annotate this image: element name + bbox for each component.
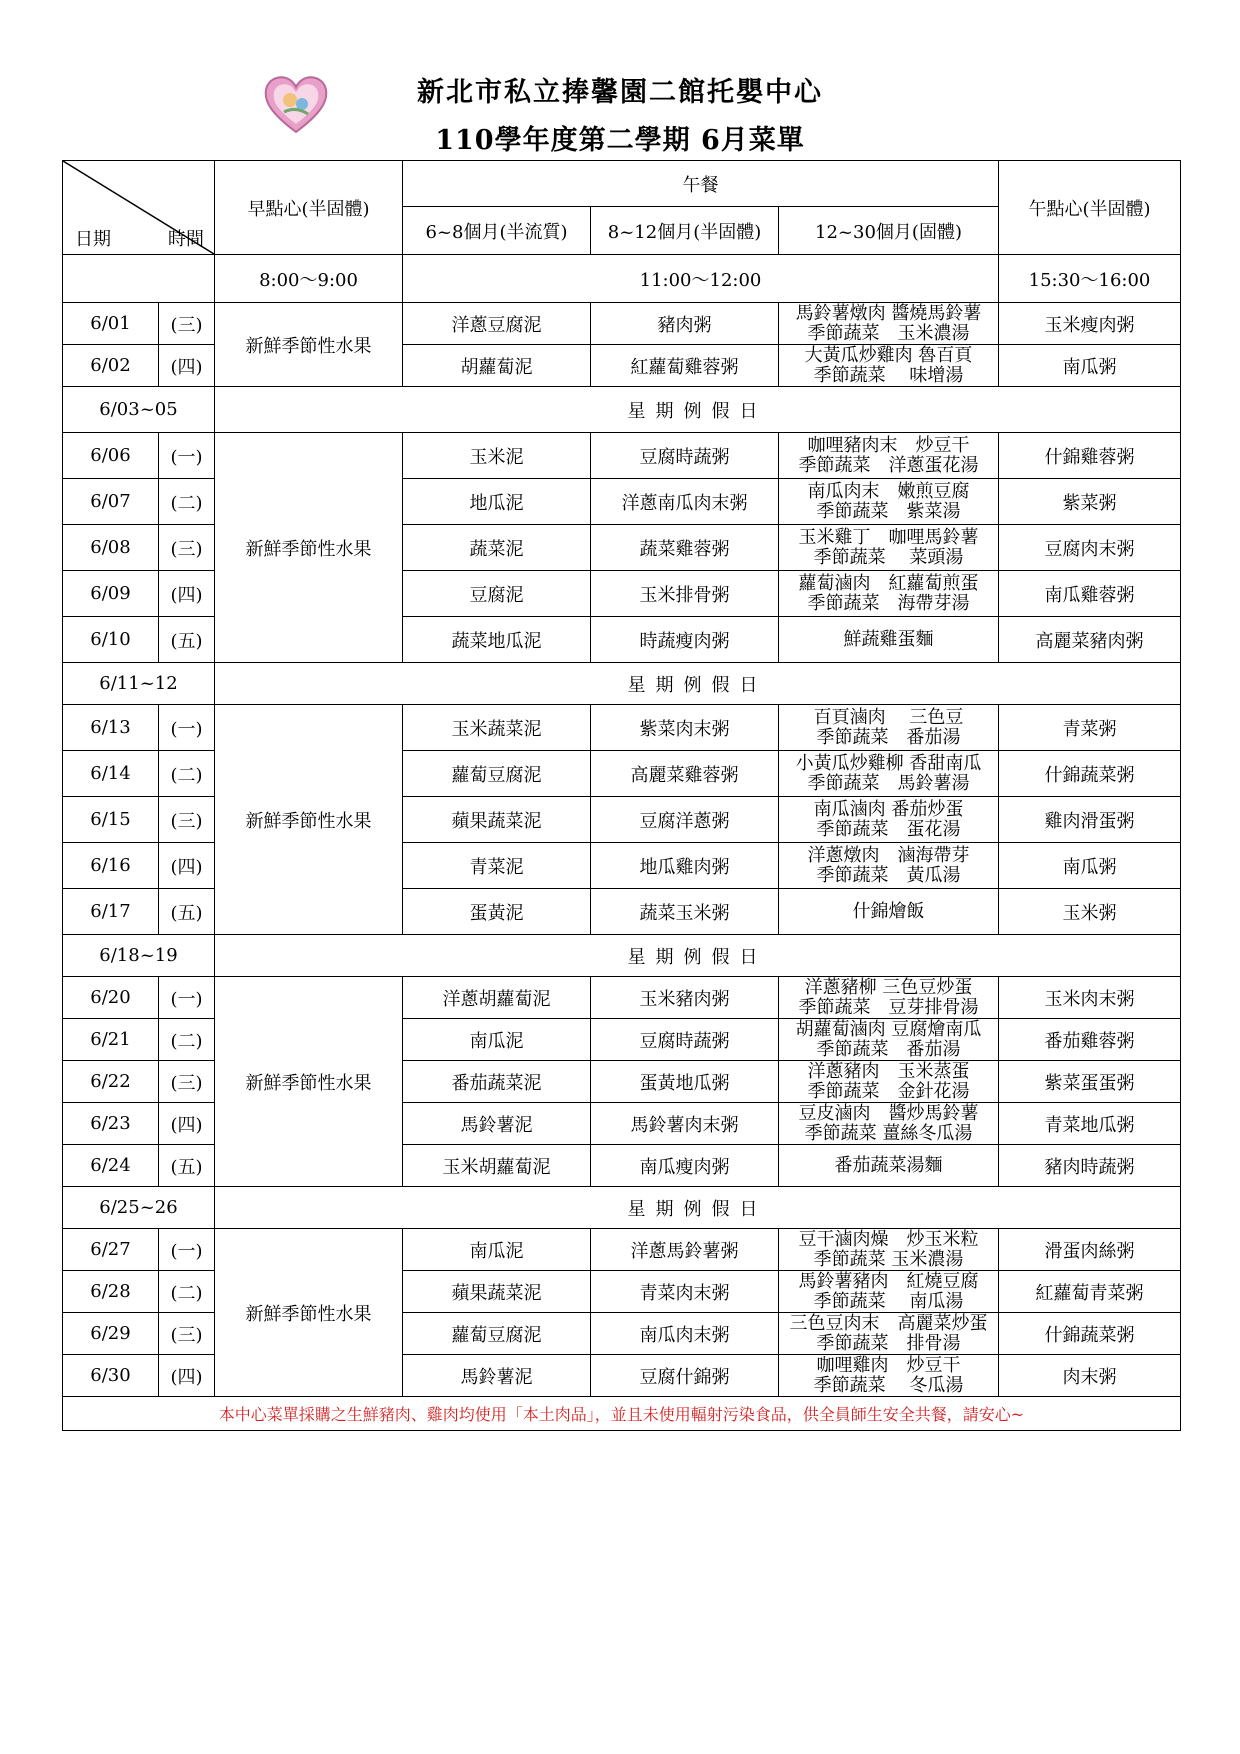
lunch-12-30: [779, 1271, 999, 1313]
lunch-8-12: 高麗菜雞蓉粥: [591, 751, 779, 797]
breakfast-fruit: 新鮮季節性水果: [215, 303, 403, 387]
lunch-8-12: 青菜肉末粥: [591, 1271, 779, 1313]
day-weekday: (一): [159, 705, 215, 751]
lunch-12-30-line2: 季節蔬菜 金針花湯: [807, 1080, 970, 1102]
lunch-8-12: 地瓜雞肉粥: [591, 843, 779, 889]
lunch-8-12: 洋蔥南瓜肉末粥: [591, 479, 779, 525]
day-weekday: (二): [159, 1271, 215, 1313]
lunch-6-8: 蛋黃泥: [403, 889, 591, 935]
afternoon-snack: 青菜地瓜粥: [999, 1103, 1181, 1145]
lunch-12-30: [779, 1229, 999, 1271]
lunch-12-30-line1: 什錦燴飯: [852, 900, 925, 922]
afternoon-snack: 南瓜雞蓉粥: [999, 571, 1181, 617]
day-row: [63, 977, 1181, 1019]
day-date: 6/08: [63, 525, 159, 571]
day-weekday: (五): [159, 617, 215, 663]
lunch-6-8: 洋蔥胡蘿蔔泥: [403, 977, 591, 1019]
lunch-12-30-line2: 季節蔬菜 紫菜湯: [816, 500, 961, 522]
lunch-6-8: 蔬菜泥: [403, 525, 591, 571]
lunch-12-30-line1: 洋蔥豬肉 玉米蒸蛋: [807, 1060, 970, 1082]
lunch-6-8: 番茄蔬菜泥: [403, 1061, 591, 1103]
day-weekday: (四): [159, 1355, 215, 1397]
day-weekday: (四): [159, 843, 215, 889]
lunch-8-12: 豆腐時蔬粥: [591, 1019, 779, 1061]
lunch-12-30-line2: 季節蔬菜 菜頭湯: [813, 546, 964, 568]
lunch-12-30-line1: 馬鈴薯豬肉 紅燒豆腐: [798, 1270, 979, 1292]
lunch-8-12: 豬肉粥: [591, 303, 779, 345]
breakfast-header: 早點心(半固體): [215, 161, 403, 255]
day-weekday: (二): [159, 1019, 215, 1061]
day-date: 6/16: [63, 843, 159, 889]
lunch-12-30-line1: 大黃瓜炒雞肉 魯百頁: [804, 344, 973, 366]
lunch-12-30: [779, 1103, 999, 1145]
lunch-6-8: 洋蔥豆腐泥: [403, 303, 591, 345]
day-weekday: (五): [159, 889, 215, 935]
lunch-header: 午餐: [403, 161, 999, 207]
lunch-6-8: 蘋果蔬菜泥: [403, 1271, 591, 1313]
holiday-label: 星期例假日: [215, 1187, 1181, 1229]
lunch-8-12: 玉米豬肉粥: [591, 977, 779, 1019]
afternoon-snack: 玉米肉末粥: [999, 977, 1181, 1019]
day-date: 6/23: [63, 1103, 159, 1145]
day-date: 6/09: [63, 571, 159, 617]
day-date: 6/30: [63, 1355, 159, 1397]
day-weekday: (一): [159, 1229, 215, 1271]
corner-time-label: 時間: [168, 229, 204, 250]
afternoon-snack: 南瓜粥: [999, 345, 1181, 387]
afternoon-time: 15:30～16:00: [999, 255, 1181, 303]
lunch-12-30-line2: 季節蔬菜 薑絲冬瓜湯: [804, 1122, 973, 1144]
day-weekday: (一): [159, 977, 215, 1019]
page-title: 新北市私立捧馨園二館托嬰中心: [417, 77, 823, 108]
lunch-6-8: 青菜泥: [403, 843, 591, 889]
lunch-12-30-line1: 胡蘿蔔滷肉 豆腐燴南瓜: [795, 1018, 982, 1040]
menu-table: [62, 160, 1181, 1431]
lunch-12-30-line1: 番茄蔬菜湯麵: [834, 1154, 943, 1176]
lunch-12-30-line2: 季節蔬菜 冬瓜湯: [813, 1374, 964, 1396]
lunch-12-30: [779, 705, 999, 751]
lunch-8-12: 洋蔥馬鈴薯粥: [591, 1229, 779, 1271]
day-date: 6/06: [63, 433, 159, 479]
day-row: [63, 705, 1181, 751]
breakfast-fruit: 新鮮季節性水果: [215, 433, 403, 663]
lunch-12-30-line2: 季節蔬菜 番茄湯: [816, 1038, 961, 1060]
lunch-12-30: [779, 889, 999, 935]
lunch-6-8: 玉米蔬菜泥: [403, 705, 591, 751]
lunch-time: 11:00～12:00: [403, 255, 999, 303]
lunch-12-30-line2: 季節蔬菜 味增湯: [813, 364, 964, 386]
afternoon-snack: 紅蘿蔔青菜粥: [999, 1271, 1181, 1313]
afternoon-snack: 豆腐肉末粥: [999, 525, 1181, 571]
lunch-12-30: [779, 433, 999, 479]
lunch-12-30-line1: 南瓜滷肉 番茄炒蛋: [813, 798, 964, 820]
afternoon-snack: 滑蛋肉絲粥: [999, 1229, 1181, 1271]
lunch-12-30: [779, 1019, 999, 1061]
holiday-label: 星期例假日: [215, 387, 1181, 433]
afternoon-snack: 肉末粥: [999, 1355, 1181, 1397]
lunch-12-30-line1: 咖哩豬肉末 炒豆干: [807, 434, 970, 456]
lunch-12-30: [779, 843, 999, 889]
lunch-6-8: 蘋果蔬菜泥: [403, 797, 591, 843]
breakfast-time: 8:00～9:00: [215, 255, 403, 303]
lunch-12-30-line2: 季節蔬菜 黃瓜湯: [816, 864, 961, 886]
day-row: [63, 303, 1181, 345]
afternoon-snack: 雞肉滑蛋粥: [999, 797, 1181, 843]
holiday-row: [63, 935, 1181, 977]
lunch-6-8: 馬鈴薯泥: [403, 1355, 591, 1397]
lunch-12-30: [779, 1145, 999, 1187]
afternoon-snack: 高麗菜豬肉粥: [999, 617, 1181, 663]
lunch-12-30-line1: 蘿蔔滷肉 紅蘿蔔煎蛋: [798, 572, 979, 594]
date-time-corner: [63, 161, 215, 255]
day-weekday: (五): [159, 1145, 215, 1187]
lunch-6-8: 地瓜泥: [403, 479, 591, 525]
lunch-sub-6-8: 6~8個月(半流質): [403, 207, 591, 255]
lunch-8-12: 時蔬瘦肉粥: [591, 617, 779, 663]
lunch-12-30-line2: 季節蔬菜 海帶芽湯: [807, 592, 970, 614]
day-weekday: (二): [159, 751, 215, 797]
lunch-8-12: 蔬菜雞蓉粥: [591, 525, 779, 571]
lunch-8-12: 紫菜肉末粥: [591, 705, 779, 751]
afternoon-snack: 玉米粥: [999, 889, 1181, 935]
lunch-12-30: [779, 303, 999, 345]
lunch-8-12: 豆腐時蔬粥: [591, 433, 779, 479]
afternoon-snack: 紫菜蛋蛋粥: [999, 1061, 1181, 1103]
lunch-12-30-line1: 豆干滷肉燥 炒玉米粒: [798, 1228, 979, 1250]
lunch-12-30: [779, 1061, 999, 1103]
breakfast-fruit: 新鮮季節性水果: [215, 977, 403, 1187]
afternoon-snack: 什錦蔬菜粥: [999, 1313, 1181, 1355]
afternoon-snack: 番茄雞蓉粥: [999, 1019, 1181, 1061]
corner-date-label: 日期: [75, 229, 111, 250]
lunch-12-30-line2: 季節蔬菜 豆芽排骨湯: [798, 996, 979, 1018]
holiday-row: [63, 663, 1181, 705]
lunch-6-8: 南瓜泥: [403, 1229, 591, 1271]
holiday-date: 6/03~05: [63, 387, 215, 433]
day-row: [63, 1229, 1181, 1271]
lunch-12-30: [779, 571, 999, 617]
holiday-date: 6/25~26: [63, 1187, 215, 1229]
lunch-6-8: 馬鈴薯泥: [403, 1103, 591, 1145]
lunch-12-30: [779, 977, 999, 1019]
day-date: 6/15: [63, 797, 159, 843]
day-date: 6/17: [63, 889, 159, 935]
lunch-12-30-line2: 季節蔬菜 排骨湯: [816, 1332, 961, 1354]
day-date: 6/22: [63, 1061, 159, 1103]
lunch-8-12: 南瓜瘦肉粥: [591, 1145, 779, 1187]
afternoon-snack: 紫菜粥: [999, 479, 1181, 525]
lunch-12-30-line1: 小黃瓜炒雞柳 香甜南瓜: [795, 752, 982, 774]
holiday-label: 星期例假日: [215, 935, 1181, 977]
lunch-6-8: 蘿蔔豆腐泥: [403, 751, 591, 797]
lunch-12-30-line2: 季節蔬菜 南瓜湯: [813, 1290, 964, 1312]
afternoon-header: 午點心(半固體): [999, 161, 1181, 255]
lunch-12-30-line1: 三色豆肉末 高麗菜炒蛋: [789, 1312, 988, 1334]
lunch-12-30: [779, 525, 999, 571]
lunch-6-8: 胡蘿蔔泥: [403, 345, 591, 387]
lunch-6-8: 豆腐泥: [403, 571, 591, 617]
day-date: 6/29: [63, 1313, 159, 1355]
lunch-12-30: [779, 479, 999, 525]
day-date: 6/01: [63, 303, 159, 345]
lunch-6-8: 蘿蔔豆腐泥: [403, 1313, 591, 1355]
holiday-row: [63, 387, 1181, 433]
day-date: 6/20: [63, 977, 159, 1019]
lunch-8-12: 馬鈴薯肉末粥: [591, 1103, 779, 1145]
day-weekday: (三): [159, 1061, 215, 1103]
lunch-12-30-line1: 馬鈴薯燉肉 醬燒馬鈴薯: [795, 302, 982, 324]
lunch-12-30: [779, 751, 999, 797]
lunch-12-30-line2: 季節蔬菜 馬鈴薯湯: [807, 772, 970, 794]
breakfast-fruit: 新鮮季節性水果: [215, 1229, 403, 1397]
lunch-12-30-line2: 季節蔬菜 洋蔥蛋花湯: [798, 454, 979, 476]
page-subtitle: 110學年度第二學期 6月菜單: [435, 125, 805, 156]
time-row-blank: [63, 255, 215, 303]
holiday-date: 6/18~19: [63, 935, 215, 977]
lunch-12-30: [779, 617, 999, 663]
day-date: 6/21: [63, 1019, 159, 1061]
lunch-8-12: 紅蘿蔔雞蓉粥: [591, 345, 779, 387]
afternoon-snack: 青菜粥: [999, 705, 1181, 751]
day-date: 6/13: [63, 705, 159, 751]
lunch-12-30-line1: 玉米雞丁 咖哩馬鈴薯: [798, 526, 979, 548]
day-date: 6/07: [63, 479, 159, 525]
day-weekday: (四): [159, 1103, 215, 1145]
lunch-sub-8-12: 8~12個月(半固體): [591, 207, 779, 255]
holiday-label: 星期例假日: [215, 663, 1181, 705]
lunch-6-8: 玉米泥: [403, 433, 591, 479]
lunch-12-30-line2: 季節蔬菜 玉米濃湯: [813, 1248, 964, 1270]
day-date: 6/10: [63, 617, 159, 663]
day-weekday: (二): [159, 479, 215, 525]
day-date: 6/27: [63, 1229, 159, 1271]
lunch-12-30: [779, 345, 999, 387]
day-weekday: (三): [159, 797, 215, 843]
day-weekday: (三): [159, 1313, 215, 1355]
afternoon-snack: 什錦雞蓉粥: [999, 433, 1181, 479]
day-date: 6/28: [63, 1271, 159, 1313]
day-date: 6/14: [63, 751, 159, 797]
day-date: 6/24: [63, 1145, 159, 1187]
lunch-8-12: 南瓜肉末粥: [591, 1313, 779, 1355]
lunch-12-30-line1: 洋蔥豬柳 三色豆炒蛋: [804, 976, 973, 998]
lunch-12-30: [779, 1355, 999, 1397]
holiday-row: [63, 1187, 1181, 1229]
afternoon-snack: 什錦蔬菜粥: [999, 751, 1181, 797]
holiday-date: 6/11~12: [63, 663, 215, 705]
day-row: [63, 433, 1181, 479]
lunch-12-30-line2: 季節蔬菜 蛋花湯: [816, 818, 961, 840]
lunch-6-8: 蔬菜地瓜泥: [403, 617, 591, 663]
footer-row: [63, 1397, 1181, 1431]
lunch-8-12: 豆腐洋蔥粥: [591, 797, 779, 843]
day-weekday: (三): [159, 303, 215, 345]
lunch-sub-12-30: 12~30個月(固體): [779, 207, 999, 255]
day-date: 6/02: [63, 345, 159, 387]
lunch-12-30: [779, 797, 999, 843]
day-weekday: (一): [159, 433, 215, 479]
afternoon-snack: 南瓜粥: [999, 843, 1181, 889]
day-weekday: (三): [159, 525, 215, 571]
lunch-6-8: 玉米胡蘿蔔泥: [403, 1145, 591, 1187]
lunch-8-12: 玉米排骨粥: [591, 571, 779, 617]
day-weekday: (四): [159, 571, 215, 617]
lunch-8-12: 蛋黃地瓜粥: [591, 1061, 779, 1103]
afternoon-snack: 玉米瘦肉粥: [999, 303, 1181, 345]
lunch-12-30-line1: 鮮蔬雞蛋麵: [843, 628, 934, 650]
lunch-12-30-line1: 南瓜肉末 嫩煎豆腐: [807, 480, 970, 502]
breakfast-fruit: 新鮮季節性水果: [215, 705, 403, 935]
lunch-12-30-line2: 季節蔬菜 玉米濃湯: [807, 322, 970, 344]
lunch-8-12: 蔬菜玉米粥: [591, 889, 779, 935]
lunch-12-30-line1: 百頁滷肉 三色豆: [813, 706, 964, 728]
afternoon-snack: 豬肉時蔬粥: [999, 1145, 1181, 1187]
footer-cell: 本中心菜單採購之生鮮豬肉、雞肉均使用「本土肉品」，並且未使用輻射污染食品，供全員師生安全共餐，請安心~: [63, 1397, 1181, 1431]
lunch-12-30-line1: 咖哩雞肉 炒豆干: [816, 1354, 961, 1376]
lunch-6-8: 南瓜泥: [403, 1019, 591, 1061]
lunch-8-12: 豆腐什錦粥: [591, 1355, 779, 1397]
lunch-12-30: [779, 1313, 999, 1355]
day-weekday: (四): [159, 345, 215, 387]
lunch-12-30-line2: 季節蔬菜 番茄湯: [816, 726, 961, 748]
lunch-12-30-line1: 洋蔥燉肉 滷海帶芽: [807, 844, 970, 866]
lunch-12-30-line1: 豆皮滷肉 醬炒馬鈴薯: [798, 1102, 979, 1124]
